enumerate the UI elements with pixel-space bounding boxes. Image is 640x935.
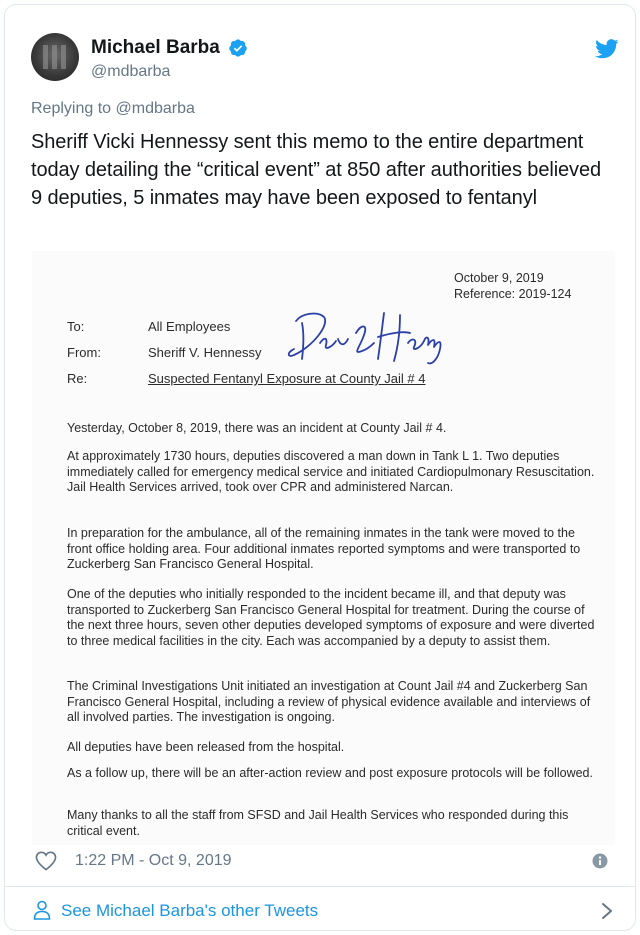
chevron-right-icon[interactable]	[600, 902, 614, 920]
memo-re-label: Re:	[67, 371, 88, 386]
info-icon[interactable]	[592, 853, 608, 869]
memo-re-value: Suspected Fentanyl Exposure at County Jail # 4	[148, 371, 426, 386]
see-other-tweets-link[interactable]	[31, 898, 616, 926]
replying-to	[31, 100, 195, 118]
memo-paragraph: In preparation for the ambulance, all of the remaining inmates in the tank were moved to the front office holding area. Four additional inmates reported symptoms and were transported to Zuckerberg San Francisco General Hospital.	[67, 526, 581, 571]
replying-prefix: Replying to	[31, 100, 116, 117]
memo-image[interactable]	[32, 251, 615, 845]
memo-from-value: Sheriff V. Hennessy	[148, 345, 262, 360]
memo-to-value: All Employees	[148, 319, 231, 334]
memo-paragraph: Many thanks to all the staff from SFSD and Jail Health Services who responded during this critical event.	[67, 808, 569, 838]
author-display-name[interactable]: Michael Barba	[91, 37, 220, 58]
divider	[5, 886, 636, 887]
tweet-meta-row	[31, 847, 616, 877]
memo-from-label: From:	[67, 345, 101, 360]
memo-paragraph: One of the deputies who initially responded to the incident became ill, and that deputy was transported to Zuckerberg San Francisco General Hospital for treatment. During the course of the next three hours, seven other deputies developed symptoms of exposure and were diverted to three medical facilities in the city. Each was accompanied by a deputy to assist them.	[67, 587, 595, 648]
tweet-text: Sheriff Vicki Hennessy sent this memo to the entire department today detailing the “critical event” at 850 after authorities believed 9 deputies, 5 inmates may have been exposed to fentanyl	[31, 131, 602, 209]
memo-paragraph: The Criminal Investigations Unit initiated an investigation at Count Jail #4 and Zuckerberg San Francisco General Hospital, including a review of physical evidence available and interviews of all involved parties. The investigation is ongoing.	[67, 679, 591, 724]
author-names	[91, 37, 248, 81]
memo-reference: Reference: 2019-124	[454, 287, 572, 301]
person-icon	[33, 900, 51, 920]
tweet-header	[31, 31, 621, 87]
verified-badge-icon	[228, 38, 248, 58]
signature-image	[282, 303, 452, 369]
tweet-timestamp[interactable]: 1:22 PM - Oct 9, 2019	[75, 852, 232, 869]
memo-paragraph: At approximately 1730 hours, deputies discovered a man down in Tank L 1. Two deputies immediately called for emergency medical service and initiated Cardiopulmonary Resuscitation. Jail Health Services arrived, took over CPR and administered Narcan.	[67, 449, 595, 494]
memo-to-label: To:	[67, 319, 85, 334]
heart-icon[interactable]	[35, 851, 57, 871]
memo-date: October 9, 2019	[454, 271, 544, 285]
memo-paragraph: All deputies have been released from the hospital.	[67, 740, 345, 754]
see-other-tweets-label[interactable]: See Michael Barba's other Tweets	[61, 901, 319, 920]
memo-paragraph: Yesterday, October 8, 2019, there was an incident at County Jail # 4.	[67, 421, 447, 435]
twitter-bird-icon[interactable]	[595, 39, 619, 59]
reply-mention-link[interactable]: @mdbarba	[115, 100, 195, 117]
tweet-card	[4, 4, 636, 931]
avatar[interactable]	[31, 33, 79, 81]
memo-paragraph: As a follow up, there will be an after-action review and post exposure protocols will be followed.	[67, 766, 593, 780]
author-handle[interactable]: @mdbarba	[91, 63, 171, 80]
